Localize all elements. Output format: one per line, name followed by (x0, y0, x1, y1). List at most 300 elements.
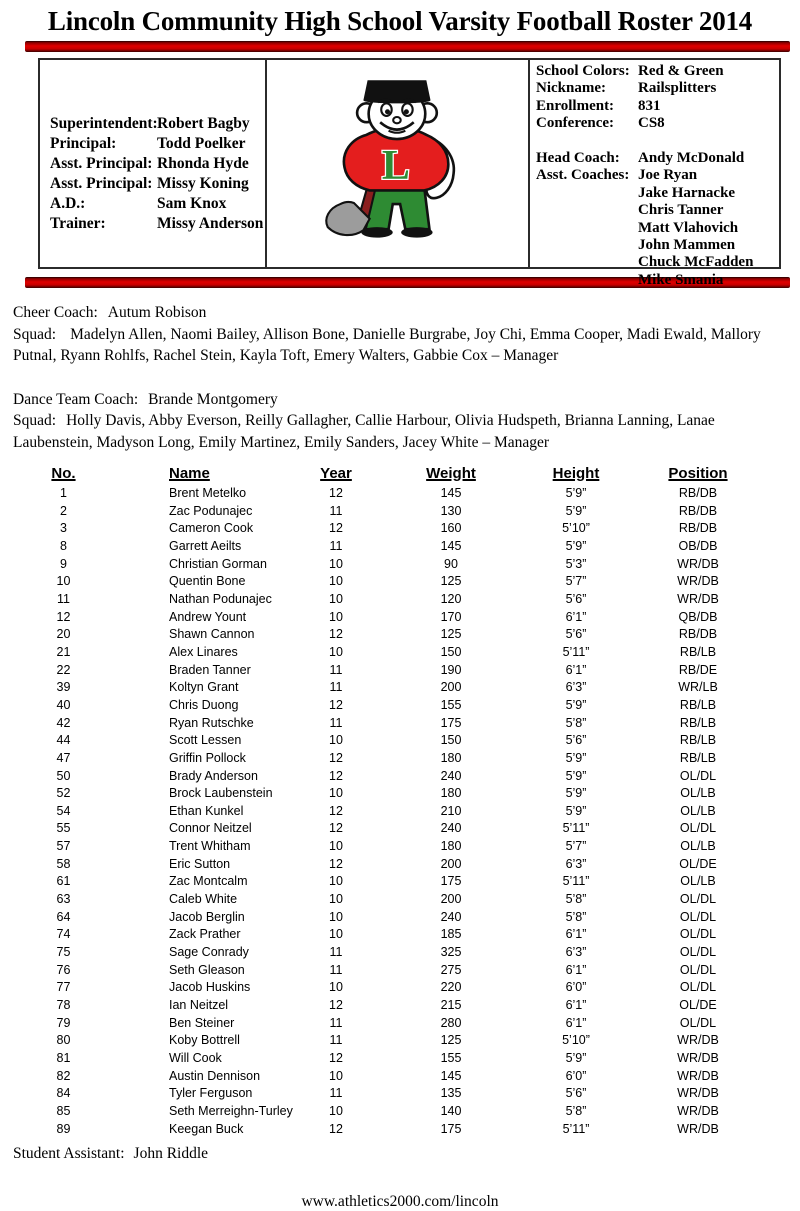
roster-cell-weight: 325 (440, 945, 462, 960)
roster-cell-weight: 155 (440, 1051, 462, 1065)
table-row (36, 838, 760, 856)
roster-cell-name: Koby Bottrell (169, 1033, 240, 1048)
column-header-name: Name (169, 465, 210, 482)
roster-cell-name: Sage Conrady (169, 945, 249, 960)
asst-coach-name: Mike Smania (638, 271, 724, 288)
roster-cell-height: 5’11” (562, 821, 590, 836)
school-info-box (528, 58, 781, 288)
roster-cell-position: WR/DB (677, 574, 719, 589)
roster-cell-weight: 145 (440, 486, 462, 500)
table-row (36, 538, 760, 556)
table-row (36, 750, 760, 768)
roster-cell-year: 12 (329, 803, 343, 818)
roster-cell-weight: 145 (440, 538, 462, 553)
roster-cell-year: 10 (329, 556, 343, 571)
table-row (36, 1050, 760, 1068)
roster-cell-height: 6’3” (565, 680, 587, 695)
roster-cell-year: 10 (329, 874, 343, 889)
table-row (36, 644, 760, 662)
asst-coach-name: Chuck McFadden (638, 254, 754, 271)
roster-cell-weight: 180 (440, 839, 462, 854)
roster-cell-year: 12 (329, 1121, 343, 1136)
table-row (36, 1103, 760, 1121)
school-value: 831 (638, 97, 661, 114)
school-label: Enrollment: (536, 97, 615, 114)
admin-value: Missy Anderson (157, 215, 264, 232)
roster-cell-name: Koltyn Grant (169, 680, 239, 695)
table-row (36, 715, 760, 733)
roster-cell-name: Trent Whitham (169, 839, 251, 854)
asst-coach-name: Joe Ryan (638, 167, 698, 184)
roster-cell-no: 78 (56, 998, 71, 1013)
roster-cell-height: 6’1” (565, 609, 587, 624)
spacer (536, 220, 638, 237)
roster-cell-year: 11 (329, 680, 343, 695)
admin-row (50, 114, 265, 134)
roster-cell-position: WR/DB (677, 1068, 719, 1083)
dance-squad-label: Squad: (13, 412, 57, 429)
school-row (536, 115, 779, 132)
roster-cell-weight: 240 (440, 768, 462, 783)
admin-value: Robert Bagby (157, 115, 250, 132)
asst-coach-name: Jake Harnacke (638, 184, 736, 201)
roster-cell-height: 5’6” (565, 591, 587, 606)
roster-cell-height: 5’11” (562, 1121, 590, 1136)
svg-text:L: L (381, 142, 410, 189)
roster-cell-year: 11 (329, 1015, 343, 1030)
roster-cell-name: Zac Podunajec (169, 503, 253, 518)
roster-cell-height: 6’1” (565, 998, 587, 1013)
table-row (36, 926, 760, 944)
table-row (36, 820, 760, 838)
admin-label: A.D.: (50, 195, 86, 212)
roster-cell-no: 42 (56, 715, 71, 730)
roster-cell-position: RB/DB (678, 503, 718, 518)
asst-coach-row (536, 185, 779, 202)
roster-cell-name: Garrett Aeilts (169, 538, 242, 553)
roster-cell-no: 75 (56, 945, 71, 960)
roster-cell-position: OL/DL (679, 980, 717, 995)
head-coach-label: Head Coach: (536, 150, 620, 167)
roster-cell-year: 11 (329, 1086, 343, 1101)
roster-cell-no: 47 (56, 750, 71, 765)
roster-cell-height: 5’9” (565, 1051, 587, 1065)
roster-cell-year: 12 (329, 521, 343, 536)
roster-cell-year: 12 (329, 856, 343, 871)
roster-cell-height: 6’3” (565, 856, 587, 871)
railsplitter-mascot-icon (319, 74, 477, 267)
roster-cell-year: 12 (329, 750, 343, 765)
roster-cell-height: 6’1” (565, 927, 587, 942)
table-row (36, 1121, 760, 1139)
table-row (36, 944, 760, 962)
roster-cell-position: WR/DB (677, 1121, 719, 1136)
roster-cell-year: 11 (329, 538, 343, 553)
roster-cell-height: 5’6” (565, 1086, 587, 1101)
student-assistant-name: John Riddle (133, 1145, 209, 1163)
roster-cell-name: Tyler Ferguson (169, 1086, 253, 1101)
roster-cell-weight: 280 (440, 1015, 462, 1030)
roster-cell-name: Connor Neitzel (169, 821, 252, 836)
header-info-section (38, 58, 782, 288)
table-row (36, 626, 760, 644)
roster-document-page (0, 6, 800, 1211)
roster-cell-name: Quentin Bone (169, 574, 246, 589)
roster-cell-position: WR/DB (677, 1103, 719, 1118)
admin-value: Missy Koning (157, 175, 249, 192)
roster-cell-position: OB/DB (678, 538, 718, 553)
roster-cell-position: OL/LB (680, 786, 716, 801)
roster-cell-name: Ben Steiner (169, 1015, 235, 1030)
roster-cell-height: 5’7” (565, 574, 587, 589)
roster-cell-name: Shawn Cannon (169, 627, 255, 642)
roster-cell-weight: 210 (440, 803, 462, 818)
roster-cell-height: 5’9” (565, 786, 587, 801)
roster-cell-height: 5’9” (565, 538, 587, 553)
roster-cell-weight: 135 (440, 1086, 462, 1101)
head-coach-row (536, 150, 779, 167)
roster-cell-position: RB/LB (679, 733, 717, 748)
roster-cell-no: 52 (56, 786, 71, 801)
admin-row (50, 154, 265, 174)
roster-cell-weight: 90 (444, 556, 458, 571)
roster-cell-height: 5’6” (565, 627, 587, 642)
roster-cell-no: 20 (56, 627, 71, 642)
table-row (36, 662, 760, 680)
roster-cell-no: 44 (56, 733, 71, 748)
roster-cell-name: Andrew Yount (169, 609, 247, 624)
roster-cell-height: 6’1” (565, 962, 587, 977)
roster-cell-height: 5’10” (562, 1033, 590, 1048)
page-title: Lincoln Community High School Varsity Football Roster 2014 (47, 6, 753, 36)
roster-cell-year: 10 (329, 927, 343, 942)
column-header-year: Year (320, 465, 352, 482)
roster-cell-no: 12 (56, 609, 71, 624)
roster-cell-weight: 240 (440, 821, 462, 836)
table-row (36, 803, 760, 821)
roster-cell-weight: 215 (440, 998, 462, 1013)
roster-cell-name: Austin Dennison (169, 1068, 261, 1083)
admin-row (50, 134, 265, 154)
table-row (36, 1032, 760, 1050)
roster-cell-weight: 125 (440, 574, 462, 589)
roster-cell-weight: 180 (440, 786, 462, 801)
roster-cell-weight: 185 (440, 927, 462, 942)
admin-label: Asst. Principal: (50, 175, 153, 192)
roster-cell-position: OL/LB (680, 803, 716, 818)
table-row (36, 503, 760, 521)
school-label: School Colors: (536, 63, 630, 79)
roster-cell-weight: 160 (440, 521, 462, 536)
roster-cell-height: 5’9” (565, 803, 587, 818)
table-row (36, 732, 760, 750)
roster-cell-name: Griffin Pollock (169, 750, 246, 765)
roster-cell-position: RB/LB (679, 697, 717, 712)
school-value: CS8 (638, 115, 665, 132)
roster-cell-position: RB/DB (678, 486, 718, 500)
roster-cell-no: 79 (56, 1015, 71, 1030)
roster-cell-name: Caleb White (169, 892, 238, 907)
table-row (36, 1085, 760, 1103)
roster-table (36, 465, 760, 1138)
roster-cell-weight: 175 (440, 715, 462, 730)
roster-cell-height: 6’3” (565, 945, 587, 960)
roster-cell-height: 5’11” (562, 874, 590, 889)
cheer-squad-label: Squad: (13, 325, 57, 343)
head-coach-name: Andy McDonald (638, 150, 745, 167)
roster-cell-weight: 180 (440, 750, 462, 765)
roster-cell-year: 12 (329, 627, 343, 642)
roster-cell-position: WR/DB (677, 1086, 719, 1101)
roster-cell-year: 11 (329, 503, 343, 518)
roster-cell-height: 6’0” (565, 980, 587, 995)
roster-cell-weight: 240 (440, 909, 462, 924)
school-row (536, 63, 779, 80)
table-row (36, 1068, 760, 1086)
roster-cell-name: Brady Anderson (169, 768, 258, 783)
dance-squad-line (13, 410, 782, 453)
roster-cell-weight: 190 (440, 662, 462, 677)
dance-coach-label: Dance Team Coach: (13, 390, 139, 408)
roster-cell-year: 10 (329, 591, 343, 606)
roster-cell-height: 5’8” (565, 892, 587, 907)
roster-cell-no: 74 (56, 927, 71, 942)
roster-cell-height: 5’8” (565, 715, 587, 730)
roster-cell-no: 85 (56, 1103, 71, 1118)
administration-box (38, 58, 267, 269)
roster-cell-no: 1 (60, 486, 67, 500)
roster-cell-no: 21 (56, 644, 71, 659)
roster-cell-no: 55 (56, 821, 71, 836)
roster-cell-year: 12 (329, 697, 343, 712)
admin-value: Rhonda Hyde (157, 155, 249, 172)
admin-value: Todd Poelker (157, 135, 246, 152)
roster-cell-position: RB/LB (679, 644, 717, 659)
roster-cell-no: 50 (56, 768, 71, 783)
roster-cell-name: Seth Merreighn-Turley (169, 1103, 293, 1118)
table-row (36, 520, 760, 538)
roster-cell-year: 10 (329, 609, 343, 624)
admin-label: Superintendent: (50, 115, 158, 132)
admin-row (50, 174, 265, 194)
roster-cell-position: OL/DL (679, 962, 717, 977)
column-header-position: Position (668, 465, 728, 482)
roster-cell-position: OL/DL (679, 768, 717, 783)
roster-cell-no: 64 (56, 909, 71, 924)
roster-cell-height: 5’9” (565, 503, 587, 518)
roster-cell-no: 84 (56, 1086, 71, 1101)
roster-cell-position: OL/DE (679, 998, 717, 1013)
footer-url: www.athletics2000.com/lincoln (301, 1193, 499, 1211)
asst-coach-name: Chris Tanner (638, 202, 724, 219)
roster-cell-position: WR/DB (677, 556, 719, 571)
roster-cell-name: Christian Gorman (169, 556, 267, 571)
roster-cell-name: Braden Tanner (169, 662, 251, 677)
asst-coach-name: Matt Vlahovich (638, 219, 739, 236)
asst-coach-row (536, 202, 779, 219)
roster-cell-no: 40 (56, 697, 71, 712)
cheer-squad-names: Madelyn Allen, Naomi Bailey, Allison Bone, Danielle Burgrabe, Joy Chi, Emma Cooper, Madi Ewald, Mallory Putnal, Ryann Rohlfs, Rachel Stein, Kayla Toft, Emery Walters, Gabbie Cox – Manager (13, 325, 761, 364)
cheer-coach-name: Autum Robison (107, 304, 207, 321)
admin-row (50, 214, 265, 234)
school-label: Nickname: (536, 80, 606, 97)
asst-coaches-label: Asst. Coaches: (536, 167, 630, 184)
spacer (536, 202, 638, 219)
roster-cell-no: 22 (56, 662, 71, 677)
roster-cell-weight: 150 (440, 644, 462, 659)
roster-cell-year: 11 (329, 715, 343, 730)
roster-cell-year: 10 (329, 839, 343, 854)
roster-cell-year: 11 (329, 662, 343, 677)
roster-cell-position: OL/DL (679, 927, 717, 942)
roster-cell-name: Ryan Rutschke (169, 715, 254, 730)
roster-cell-height: 5’8” (565, 1103, 587, 1118)
roster-cell-position: WR/DB (677, 1051, 719, 1065)
roster-cell-no: 61 (56, 874, 71, 889)
roster-cell-position: RB/DE (678, 662, 718, 677)
roster-cell-height: 5’8” (565, 909, 587, 924)
cheer-section (13, 302, 782, 367)
table-row (36, 609, 760, 627)
roster-cell-position: OL/DL (679, 1015, 717, 1030)
roster-cell-no: 57 (56, 839, 71, 854)
roster-cell-no: 8 (60, 538, 67, 553)
table-row (36, 891, 760, 909)
cheer-coach-line (13, 302, 782, 324)
table-row (36, 768, 760, 786)
admin-label: Principal: (50, 135, 117, 152)
column-header-height: Height (552, 465, 600, 482)
roster-cell-name: Will Cook (169, 1051, 222, 1065)
roster-cell-no: 2 (60, 503, 67, 518)
roster-cell-year: 10 (329, 574, 343, 589)
roster-cell-no: 3 (60, 521, 67, 536)
roster-cell-no: 80 (56, 1033, 71, 1048)
roster-cell-weight: 175 (440, 874, 462, 889)
roster-cell-year: 10 (329, 786, 343, 801)
roster-cell-height: 5’9” (565, 486, 587, 500)
roster-cell-year: 12 (329, 486, 343, 500)
roster-cell-no: 82 (56, 1068, 71, 1083)
roster-cell-position: OL/LB (680, 839, 716, 854)
roster-cell-height: 6’0” (565, 1068, 587, 1083)
roster-cell-no: 77 (56, 980, 71, 995)
cheer-coach-label: Cheer Coach: (13, 304, 98, 321)
roster-cell-name: Scott Lessen (169, 733, 242, 748)
table-row (36, 573, 760, 591)
roster-cell-position: OL/DE (679, 856, 717, 871)
table-row (36, 909, 760, 927)
roster-cell-name: Zac Montcalm (169, 874, 248, 889)
student-assistant-label: Student Assistant: (13, 1145, 125, 1163)
admin-label: Asst. Principal: (50, 155, 153, 172)
roster-cell-year: 12 (329, 998, 343, 1013)
table-row (36, 856, 760, 874)
roster-cell-weight: 200 (440, 892, 462, 907)
roster-cell-year: 10 (329, 980, 343, 995)
roster-cell-position: QB/DB (678, 609, 718, 624)
roster-cell-weight: 120 (440, 591, 462, 606)
roster-cell-position: OL/DL (679, 909, 717, 924)
roster-cell-name: Jacob Berglin (169, 909, 245, 924)
roster-cell-position: RB/LB (679, 715, 717, 730)
roster-cell-height: 5’9” (565, 768, 587, 783)
school-row (536, 80, 779, 97)
roster-cell-no: 9 (60, 556, 67, 571)
asst-coach-row (536, 167, 779, 184)
roster-cell-no: 10 (56, 574, 71, 589)
roster-cell-position: OL/DL (679, 945, 717, 960)
roster-cell-height: 5’7” (565, 839, 587, 854)
roster-cell-year: 10 (329, 1103, 343, 1118)
asst-coach-row (536, 254, 779, 271)
asst-coach-row (536, 272, 779, 289)
admin-row (50, 194, 265, 214)
spacer (536, 133, 779, 150)
roster-cell-name: Zack Prather (169, 927, 241, 942)
roster-cell-position: WR/DB (677, 591, 719, 606)
roster-cell-weight: 220 (440, 980, 462, 995)
roster-cell-weight: 200 (440, 680, 462, 695)
table-row (36, 785, 760, 803)
table-row (36, 997, 760, 1015)
dance-coach-name: Brande Montgomery (148, 390, 278, 408)
asst-coach-row (536, 220, 779, 237)
roster-cell-name: Jacob Huskins (169, 980, 251, 995)
table-row (36, 979, 760, 997)
school-value: Railsplitters (638, 80, 717, 97)
roster-cell-no: 81 (56, 1051, 71, 1065)
roster-cell-weight: 150 (440, 733, 462, 748)
roster-cell-year: 12 (329, 768, 343, 783)
spacer (536, 185, 638, 202)
roster-cell-name: Ian Neitzel (169, 998, 229, 1013)
asst-coach-name: John Mammen (638, 237, 736, 254)
roster-cell-weight: 140 (440, 1103, 462, 1118)
roster-cell-position: RB/DB (678, 627, 718, 642)
roster-cell-year: 12 (329, 1051, 343, 1065)
admin-label: Trainer: (50, 215, 106, 232)
roster-cell-name: Brock Laubenstein (169, 786, 273, 801)
roster-cell-name: Eric Sutton (169, 856, 231, 871)
roster-cell-name: Brent Metelko (169, 486, 247, 500)
roster-cell-year: 10 (329, 1068, 343, 1083)
roster-cell-no: 11 (57, 591, 70, 606)
roster-cell-year: 10 (329, 892, 343, 907)
spacer (536, 254, 638, 271)
roster-cell-position: OL/DL (679, 821, 717, 836)
roster-cell-weight: 130 (440, 503, 462, 518)
table-row (36, 873, 760, 891)
spacer (536, 237, 638, 254)
dance-coach-line (13, 389, 782, 411)
table-row (36, 556, 760, 574)
roster-cell-weight: 275 (440, 962, 462, 977)
roster-cell-position: OL/DL (679, 892, 717, 907)
spacer (536, 272, 638, 289)
table-row (36, 591, 760, 609)
dance-section (13, 389, 782, 454)
table-row (36, 485, 760, 503)
school-row (536, 98, 779, 115)
roster-cell-year: 10 (329, 644, 343, 659)
roster-cell-no: 39 (56, 680, 71, 695)
roster-cell-position: RB/LB (679, 750, 717, 765)
roster-cell-height: 5’9” (565, 750, 587, 765)
roster-cell-position: WR/DB (677, 1033, 719, 1048)
roster-cell-name: Ethan Kunkel (169, 803, 244, 818)
roster-cell-name: Seth Gleason (169, 962, 245, 977)
